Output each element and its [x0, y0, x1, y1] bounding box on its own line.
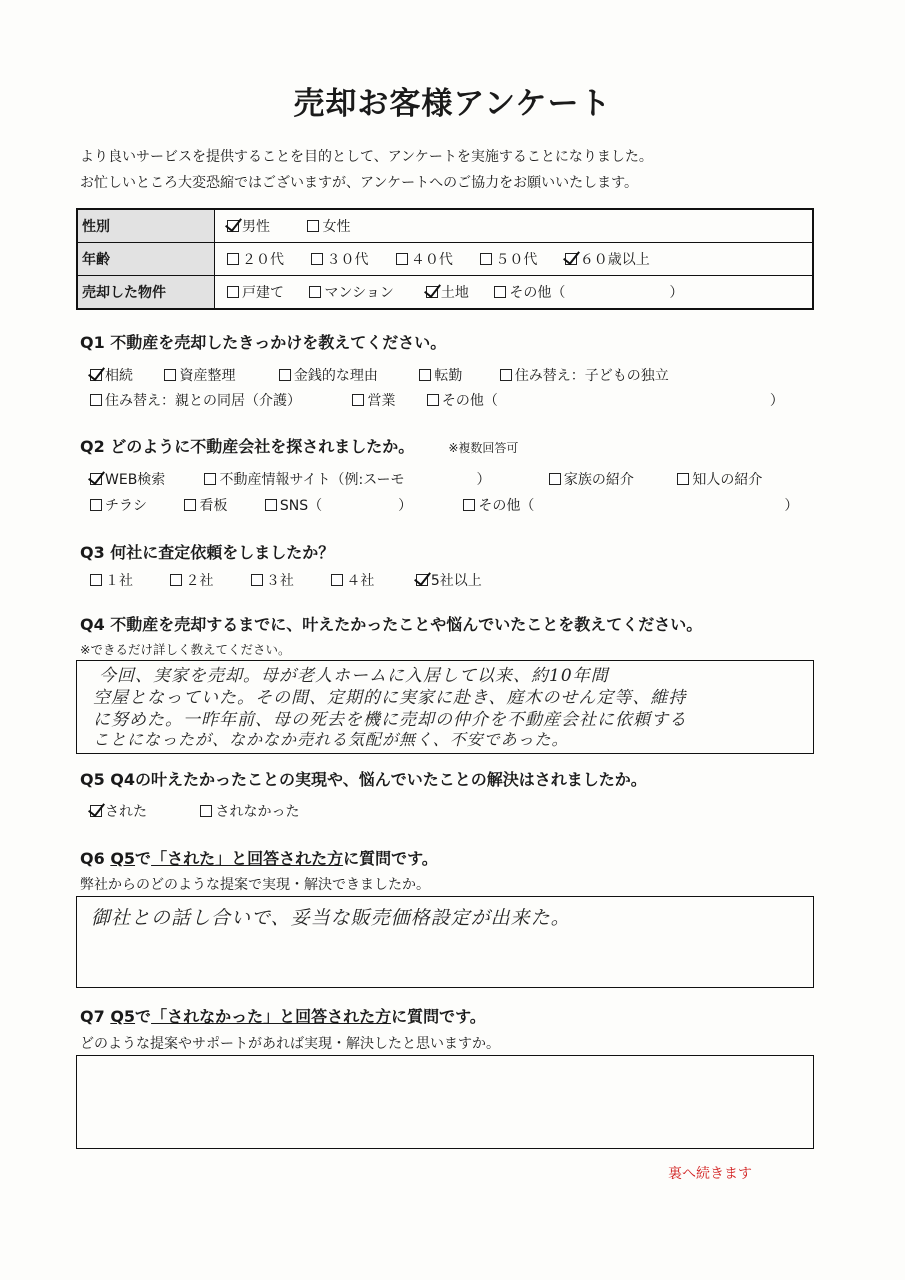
- checkbox[interactable]: [204, 473, 216, 485]
- q2-option-signboard[interactable]: 看板: [184, 495, 260, 515]
- q6-answer-text: 御社との話し合いで、妥当な販売価格設定が出来た。: [91, 907, 571, 929]
- q4-title: Q4 不動産を売却するまでに、叶えたかったことや悩んでいたことを教えてください。: [80, 615, 703, 634]
- gender-female-option[interactable]: 女性: [307, 216, 350, 236]
- checkbox[interactable]: [90, 499, 102, 511]
- checkbox[interactable]: [265, 499, 277, 511]
- q3-option-4[interactable]: ４社: [331, 570, 411, 590]
- age-30s-option[interactable]: ３０代: [311, 249, 391, 269]
- property-row: [77, 276, 813, 310]
- q4-subtext: ※できるだけ詳しく教えてください。: [80, 642, 291, 657]
- gender-label: 性別: [77, 209, 215, 243]
- checkbox[interactable]: [419, 369, 431, 381]
- checkbox[interactable]: [677, 473, 689, 485]
- q5-option-yes[interactable]: された: [90, 801, 196, 821]
- checkbox[interactable]: [227, 286, 239, 298]
- q2-option-sns[interactable]: SNS（ ）: [265, 495, 459, 515]
- property-house-option[interactable]: 戸建て: [227, 282, 305, 302]
- q1-option-other[interactable]: その他（ ）: [427, 390, 784, 410]
- q7-subtext: どのような提案やサポートがあれば実現・解決したと思いますか。: [80, 1036, 500, 1052]
- age-label: 年齢: [77, 243, 215, 276]
- checkbox[interactable]: [90, 473, 102, 485]
- property-other-option[interactable]: その他（ ）: [494, 282, 683, 302]
- q2-note: ※複数回答可: [448, 441, 519, 455]
- checkbox[interactable]: [227, 220, 239, 232]
- checkbox[interactable]: [416, 574, 428, 586]
- q1-option-relocation-child[interactable]: 住み替え：子どもの独立: [500, 365, 669, 385]
- q2-title: Q2 どのように不動産会社を探されましたか。 ※複数回答可: [80, 437, 519, 456]
- checkbox[interactable]: [311, 253, 323, 265]
- q2-option-flyer[interactable]: チラシ: [90, 495, 180, 515]
- q1-option-asset[interactable]: 資産整理: [164, 365, 274, 385]
- checkbox[interactable]: [227, 253, 239, 265]
- gender-row: [77, 209, 813, 243]
- checkbox[interactable]: [396, 253, 408, 265]
- q5-title: Q5 Q4の叶えたかったことの実現や、悩んでいたことの解決はされましたか。: [80, 770, 647, 789]
- q3-option-3[interactable]: ３社: [251, 570, 327, 590]
- q6-subtext: 弊社からのどのような提案で実現・解決できましたか。: [80, 877, 430, 893]
- q2-option-acquaintance[interactable]: 知人の紹介: [677, 469, 762, 489]
- checkbox[interactable]: [279, 369, 291, 381]
- checkbox[interactable]: [480, 253, 492, 265]
- respondent-info-table: [76, 208, 814, 310]
- q6-answer-box[interactable]: [76, 896, 814, 988]
- checkbox[interactable]: [90, 369, 102, 381]
- checkbox[interactable]: [90, 394, 102, 406]
- checkbox[interactable]: [170, 574, 182, 586]
- continue-on-back-note: 裏へ続きます: [668, 1166, 752, 1182]
- q3-option-5plus[interactable]: 5社以上: [416, 570, 482, 590]
- gender-male-option[interactable]: 男性: [227, 216, 303, 236]
- q4-answer-line-3: に努めた。一昨年前、母の死去を機に売却の仲介を不動産会社に依頼する: [93, 710, 687, 730]
- q7-answer-box[interactable]: [76, 1055, 814, 1149]
- checkbox[interactable]: [426, 286, 438, 298]
- q3-options-row: [90, 570, 482, 590]
- checkbox[interactable]: [352, 394, 364, 406]
- checkbox[interactable]: [200, 805, 212, 817]
- checkbox[interactable]: [549, 473, 561, 485]
- q1-title: Q1 不動産を売却したきっかけを教えてください。: [80, 333, 447, 352]
- q7-title: Q7 Q5で「されなかった」と回答された方に質問です。: [80, 1007, 486, 1026]
- checkbox[interactable]: [90, 574, 102, 586]
- checkbox[interactable]: [307, 220, 319, 232]
- q5-option-no[interactable]: されなかった: [200, 801, 299, 821]
- checkbox[interactable]: [427, 394, 439, 406]
- checkbox[interactable]: [565, 253, 577, 265]
- checkbox[interactable]: [309, 286, 321, 298]
- q2-option-portal[interactable]: 不動産情報サイト（例:スーモ ）: [204, 469, 544, 489]
- checkbox[interactable]: [184, 499, 196, 511]
- q4-answer-box[interactable]: [76, 660, 814, 754]
- q4-answer-line-2: 空屋となっていた。その間、定期的に実家に赴き、庭木のせん定等、維持: [93, 688, 687, 708]
- checkbox[interactable]: [500, 369, 512, 381]
- q3-title: Q3 何社に査定依頼をしましたか？: [80, 543, 335, 562]
- property-mansion-option[interactable]: マンション: [309, 282, 421, 302]
- q4-answer-line-1: 今回、実家を売却。母が老人ホームに入居して以来、約10年間: [99, 666, 609, 686]
- age-60plus-option[interactable]: ６０歳以上: [565, 249, 650, 269]
- q2-option-web[interactable]: WEB検索: [90, 469, 200, 489]
- checkbox[interactable]: [90, 805, 102, 817]
- checkbox[interactable]: [164, 369, 176, 381]
- checkbox[interactable]: [331, 574, 343, 586]
- checkbox[interactable]: [494, 286, 506, 298]
- q2-option-family[interactable]: 家族の紹介: [549, 469, 673, 489]
- q5-options-row: [90, 801, 299, 821]
- q6-title: Q6 Q5で「された」と回答された方に質問です。: [80, 849, 438, 868]
- q1-option-transfer[interactable]: 転勤: [419, 365, 495, 385]
- intro-line-1: より良いサービスを提供することを目的として、アンケートを実施することになりました。: [80, 149, 653, 165]
- q4-answer-line-4: ことになったが、なかなか売れる気配が無く、不安であった。: [93, 730, 569, 749]
- age-40s-option[interactable]: ４０代: [396, 249, 476, 269]
- age-row: [77, 243, 813, 276]
- property-land-option[interactable]: 土地: [426, 282, 490, 302]
- age-50s-option[interactable]: ５０代: [480, 249, 560, 269]
- q1-options-row-2: [90, 390, 784, 410]
- checkbox[interactable]: [463, 499, 475, 511]
- intro-line-2: お忙しいところ大変恐縮ではございますが、アンケートへのご協力をお願いいたします。: [80, 175, 639, 191]
- q1-option-financial[interactable]: 金銭的な理由: [279, 365, 415, 385]
- q1-option-relocation-parent[interactable]: 住み替え：親との同居（介護）: [90, 390, 348, 410]
- q2-options-row-2: [90, 495, 798, 515]
- q3-option-1[interactable]: １社: [90, 570, 166, 590]
- checkbox[interactable]: [251, 574, 263, 586]
- page-title: 売却お客様アンケート: [293, 86, 612, 122]
- age-20s-option[interactable]: ２０代: [227, 249, 307, 269]
- q1-option-sales[interactable]: 営業: [352, 390, 422, 410]
- q2-option-other[interactable]: その他（ ）: [463, 495, 798, 515]
- q2-options-row-1: [90, 469, 762, 489]
- q1-options-row-1: [90, 365, 669, 385]
- q3-option-2[interactable]: ２社: [170, 570, 246, 590]
- q1-option-inheritance[interactable]: 相続: [90, 365, 160, 385]
- property-label: 売却した物件: [77, 276, 215, 310]
